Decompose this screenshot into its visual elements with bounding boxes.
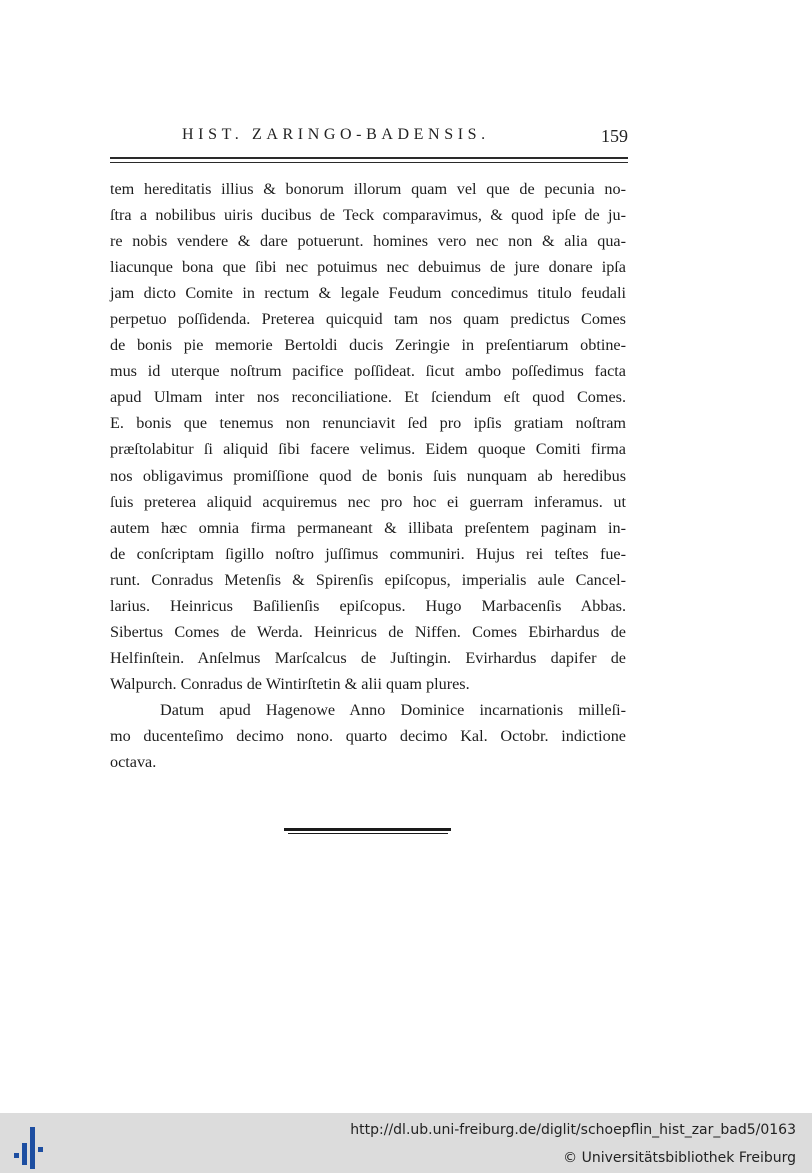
text-line: Helfinſtein. Anſelmus Marſcalcus de Juſtingin. Evirhardus dapifer de — [110, 648, 626, 667]
running-title: HIST. ZARINGO-BADENSIS. — [182, 126, 490, 143]
copyright-notice: © Universitätsbibliothek Freiburg — [563, 1150, 796, 1166]
charter-text — [110, 176, 626, 775]
page-number: 159 — [601, 126, 628, 146]
text-line: perpetuo poſſidenda. Preterea quicquid tam nos quam predictus Comes — [110, 310, 626, 329]
datum-line: Datum apud Hagenowe Anno Dominice incarnationis milleſi- — [160, 700, 626, 719]
text-line: larius. Heinricus Baſilienſis epiſcopus. Hugo Marbacenſis Abbas. — [110, 596, 626, 615]
text-line: runt. Conradus Metenſis & Spirenſis epiſcopus, imperialis aule Cancel- — [110, 570, 626, 589]
text-line: præſtolabitur ſi aliquid ſibi facere velimus. Eidem quoque Comiti firma — [110, 440, 626, 459]
text-line: nos obligavimus promiſſione quod de bonis ſuis nunquam ab heredibus — [110, 466, 626, 485]
running-head — [110, 126, 628, 150]
header-rule — [110, 157, 628, 159]
text-line: re nobis vendere & dare potuerunt. homines vero nec non & alia qua- — [110, 232, 626, 251]
datum-line: mo ducenteſimo decimo nono. quarto decimo Kal. Octobr. indictione — [110, 726, 626, 745]
text-line: autem hæc omnia firma permaneant & illibata preſentem paginam in- — [110, 518, 626, 537]
datum-line: octava. — [110, 753, 157, 772]
end-ornament-rule — [284, 828, 451, 831]
text-line: Sibertus Comes de Werda. Heinricus de Niffen. Comes Ebirhardus de — [110, 622, 626, 641]
text-line: de bonis pie memorie Bertoldi ducis Zeringie in preſentiarum obtine- — [110, 336, 626, 355]
text-line: E. bonis que tenemus non renunciavit ſed pro ipſis gratiam noſtram — [110, 414, 626, 433]
permalink-url[interactable]: http://dl.ub.uni-freiburg.de/diglit/schoepflin_hist_zar_bad5/0163 — [350, 1122, 796, 1138]
end-ornament-rule-thin — [288, 833, 448, 834]
text-line: Walpurch. Conradus de Wintirſtetin & alii quam plures. — [110, 674, 470, 693]
text-line: ſuis preterea aliquid acquiremus nec pro hoc ei guerram inferamus. ut — [110, 492, 626, 511]
text-line: de conſcriptam ſigillo noſtro juſſimus communiri. Hujus rei teſtes fue- — [110, 544, 626, 563]
text-line: liacunque bona que ſibi nec potuimus nec debuimus de jure donare ipſa — [110, 258, 626, 277]
footer-bar — [0, 1113, 812, 1173]
header-rule-thin — [110, 162, 628, 163]
text-line: ſtra a nobilibus uiris ducibus de Teck comparavimus, & quod ipſe de ju- — [110, 206, 626, 225]
text-line: mus id uterque noſtrum pacifice poſſideat. ſicut ambo poſſedimus facta — [110, 362, 626, 381]
text-line: apud Ulmam inter nos reconciliatione. Et ſciendum eſt quod Comes. — [110, 388, 626, 407]
text-line: jam dicto Comite in rectum & legale Feudum concedimus titulo feudali — [110, 284, 626, 303]
text-line: tem hereditatis illius & bonorum illorum quam vel que de pecunia no- — [110, 180, 626, 198]
ub-freiburg-logo-icon — [12, 1125, 52, 1169]
